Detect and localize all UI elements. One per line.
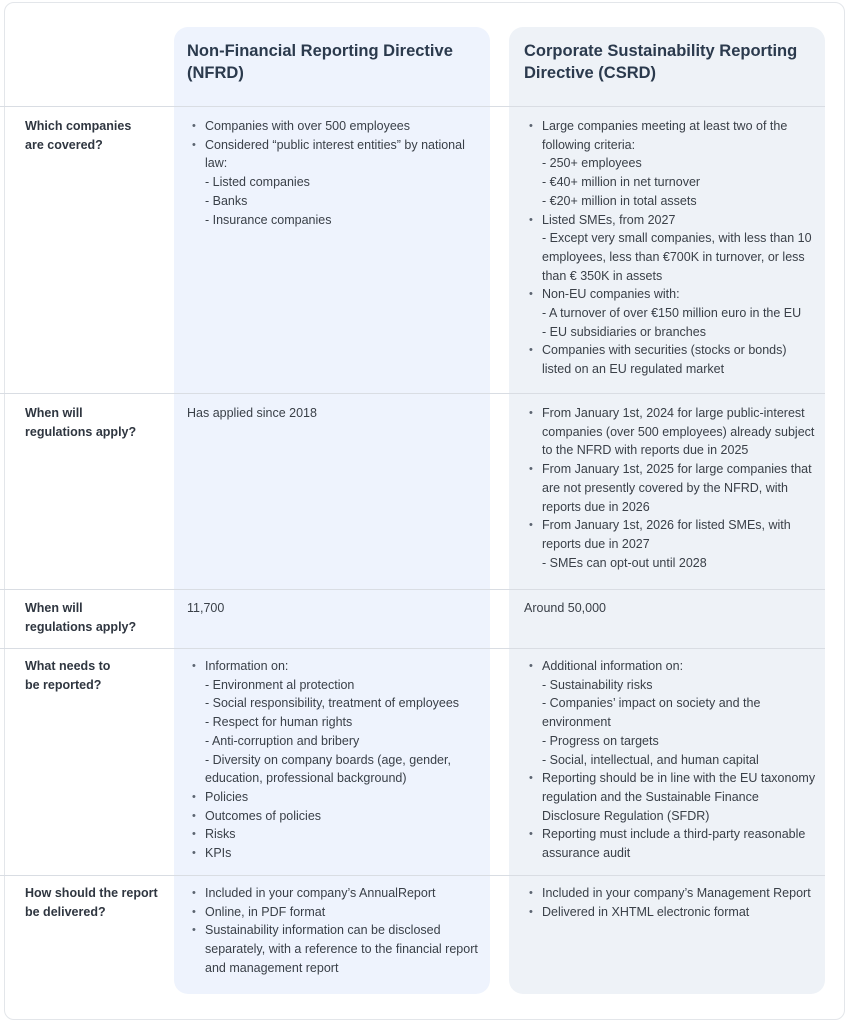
list-item xyxy=(187,807,482,826)
list-item xyxy=(524,285,816,341)
list-item xyxy=(524,903,816,922)
list-item-text: Large companies meeting at least two of the following criteria: xyxy=(542,119,788,152)
nfrd-cell xyxy=(187,884,482,978)
list-item-text: Reporting should be in line with the EU taxonomy regulation and the Sustainable Finance Disclosure Regulation (SFDR) xyxy=(542,771,816,823)
list-item xyxy=(187,657,482,788)
sub-item: - Respect for human rights xyxy=(205,715,353,730)
sub-item: - Environment al protection xyxy=(205,677,355,692)
list-item-text: Listed SMEs, from 2027 xyxy=(542,212,676,227)
list-item xyxy=(524,516,816,572)
list-item xyxy=(524,657,816,769)
list-item-text: Delivered in XHTML electronic format xyxy=(542,904,750,919)
list-item xyxy=(524,460,816,516)
sub-item: - Diversity on company boards (age, gender, education, professional background) xyxy=(205,752,451,786)
list-item-text: Information on: xyxy=(205,659,289,673)
list-item-text: Reporting must include a third-party reasonable assurance audit xyxy=(542,827,806,861)
csrd-cell xyxy=(524,404,816,572)
row-divider xyxy=(0,106,825,107)
list-item xyxy=(524,117,816,211)
list-item-text: From January 1st, 2024 for large public-interest companies (over 500 employees) already subject to the NFRD with reports due in 2025 xyxy=(542,406,815,458)
sub-item: - Progress on targets xyxy=(542,733,659,748)
sub-item: - €40+ million in net turnover xyxy=(542,175,701,190)
row-label: How should the report be delivered? xyxy=(25,886,158,919)
list-item xyxy=(524,884,816,903)
csrd-cell xyxy=(524,884,816,921)
sub-item: - EU subsidiaries or branches xyxy=(542,324,706,339)
sub-item: - Except very small companies, with less than 10 employees, less than €700K in turnover, or less than € 350K in assets xyxy=(542,231,812,283)
list-item xyxy=(524,769,816,825)
list-item xyxy=(187,921,482,977)
row-divider xyxy=(0,393,825,394)
sub-item: - Anti-corruption and bribery xyxy=(205,733,360,748)
list-item xyxy=(187,903,482,922)
list-item-text: Outcomes of policies xyxy=(205,808,322,823)
sub-item: - Companies’ impact on society and the environment xyxy=(542,696,761,730)
list-item-text: Companies with securities (stocks or bonds) listed on an EU regulated market xyxy=(542,343,787,377)
row-divider xyxy=(0,648,825,649)
list-item xyxy=(187,884,482,903)
list-item xyxy=(524,211,816,286)
list-item xyxy=(524,341,816,378)
csrd-cell xyxy=(524,117,816,379)
row-label: What needs to be reported? xyxy=(25,659,111,692)
sub-item: - €20+ million in total assets xyxy=(542,193,697,208)
list-item-text: Risks xyxy=(205,827,236,842)
csrd-column-header: Corporate Sustainability Reporting Directive (CSRD) xyxy=(524,42,798,82)
csrd-cell xyxy=(524,657,816,863)
sub-item: - Social responsibility, treatment of employees xyxy=(205,696,460,711)
sub-item: - 250+ employees xyxy=(542,156,642,171)
list-item xyxy=(524,825,816,862)
list-item xyxy=(524,404,816,460)
list-item xyxy=(187,788,482,807)
list-item xyxy=(187,825,482,844)
sub-item: - Social, intellectual, and human capital xyxy=(542,752,759,767)
nfrd-cell: Has applied since 2018 xyxy=(187,406,317,420)
row-divider xyxy=(0,875,825,876)
list-item-text: Online, in PDF format xyxy=(205,904,326,919)
nfrd-cell xyxy=(187,117,482,229)
sub-item: - Sustainability risks xyxy=(542,677,653,692)
list-item xyxy=(187,117,482,136)
list-item-text: Included in your company’s Management Report xyxy=(542,886,811,900)
list-item-text: Considered “public interest entities” by national law: xyxy=(205,137,465,171)
list-item-text: Non-EU companies with: xyxy=(542,287,680,302)
list-item-text: From January 1st, 2026 for listed SMEs, with reports due in 2027 xyxy=(542,518,791,551)
csrd-cell: Around 50,000 xyxy=(524,601,607,615)
nfrd-cell: 11,700 xyxy=(187,601,225,615)
list-item-text: From January 1st, 2025 for large companies that are not presently covered by the NFRD, with reports due in 2026 xyxy=(542,462,812,514)
sub-item: - SMEs can opt-out until 2028 xyxy=(542,555,707,570)
list-item-text: Sustainability information can be disclosed separately, with a reference to the financial report and management report xyxy=(205,923,478,975)
list-item-text: Additional information on: xyxy=(542,659,684,673)
row-label: When will regulations apply? xyxy=(25,601,137,634)
list-item-text: Included in your company’s AnnualReport xyxy=(205,886,436,900)
list-item-text: Companies with over 500 employees xyxy=(205,119,410,133)
sub-item: - A turnover of over €150 million euro in the EU xyxy=(542,306,802,321)
list-item-text: KPIs xyxy=(205,846,232,861)
sub-item: - Insurance companies xyxy=(205,212,332,227)
list-item xyxy=(187,844,482,863)
list-item xyxy=(187,136,482,230)
nfrd-column-header: Non-Financial Reporting Directive (NFRD) xyxy=(187,42,453,82)
sub-item: - Listed companies xyxy=(205,175,310,190)
nfrd-cell xyxy=(187,657,482,863)
row-label: Which companies are covered? xyxy=(25,119,132,152)
list-item-text: Policies xyxy=(205,789,249,804)
row-label: When will regulations apply? xyxy=(25,406,137,439)
row-divider xyxy=(0,589,825,590)
sub-item: - Banks xyxy=(205,193,248,208)
